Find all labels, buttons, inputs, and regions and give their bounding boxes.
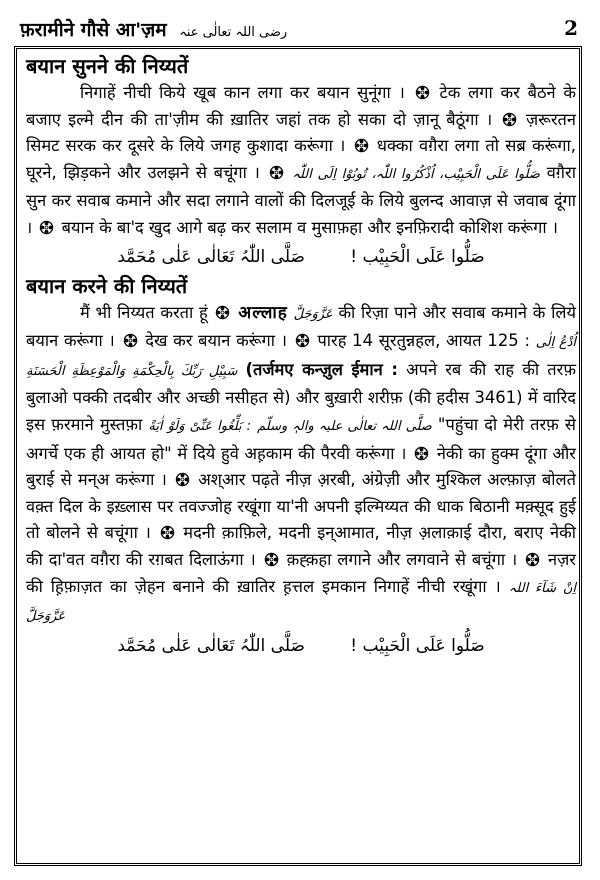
intention-text: टेक लगा कर बैठने के बजाए इल्मे दीन की ता'ज़ीम की ख़ातिर जहां तक हो सका दो ज़ानू बैठूंगा । xyxy=(26,83,576,129)
durood-line xyxy=(26,242,576,272)
kanzul-label: (तर्जमए कन्ज़ुल ईमान : xyxy=(245,359,398,379)
intention-text: पारह 14 सूरतुन्नहल, आयत 125 : xyxy=(317,331,530,351)
intention-text: बयान के बा'द खुद आगे बढ़ कर सलाम व मुसाफ़हा और इनफ़िरादी कोशिश करूंगा । xyxy=(61,217,559,237)
inshallah: اِنْ شَآءَ اللہ عَزَّوَجَلَّ xyxy=(26,580,576,625)
flower-bullet-icon xyxy=(502,112,517,127)
intention-text: वग़ैरा सुन कर सवाब कमाने और सदा लगाने वालों की दिलजूई के लिये बुलन्द आवाज़ से जवाब दूंगा । xyxy=(26,162,576,237)
header-title-arabic: رضی اللہ تعالٰی عنہ xyxy=(179,25,288,40)
intention-text: ज़रूरतन सिमट सरक कर दूसरे के लिये जगह कुशादा करूंगा । xyxy=(26,109,576,156)
intention-text: निगाहें नीची किये खूब कान लगा कर बयान सुनूंगा । xyxy=(80,83,405,102)
intention-text: देख कर बयान करूंगा । xyxy=(145,331,287,351)
flower-bullet-icon xyxy=(175,472,190,487)
page-number: 2 xyxy=(564,16,578,40)
page-header xyxy=(14,10,586,44)
flower-bullet-icon xyxy=(264,552,279,567)
flower-bullet-icon xyxy=(269,165,284,180)
delivering-intentions xyxy=(26,300,576,631)
intention-text: अश्आर पढ़ते नीज़ अ़रबी, अंग्रेज़ी और मुश्किल अल्फ़ाज़ बोलते वक़्त दिल के इख़्लास पर तवज्जोह रखूंगा या'नी अपनी इल्मिय्यत की धाक बिठानी मक़्सूद हुई तो बोलने से बचूंगा । xyxy=(26,470,576,543)
azza-wajal: عَزَّوَجَلَّ xyxy=(293,306,333,322)
listening-intentions xyxy=(26,80,576,242)
flower-bullet-icon xyxy=(160,525,175,540)
quran-ayah: اُدْعُ اِلٰی سَبِیْلِ رَبِّكَ بِالْحِكْمَةِ وَالْمَوْعِظَةِ الْحَسَنَةِ xyxy=(26,335,576,379)
header-title-text: फ़रामीने गौसे आ'ज़म xyxy=(20,19,167,41)
intention-text: धक्का वग़ैरा लगा तो सब्र करूंगा, घूरने, झिड़कने और उलझने से बचूंगा । xyxy=(26,136,576,182)
page-content xyxy=(14,52,586,661)
intention-text: मदनी क़ाफ़िले, मदनी इन्आमात, नीज़ अ़लाक़ाई दौरा, बराए नेकी की दा'वत वग़ैरा की रग़बत दिलाऊंगा । xyxy=(26,523,576,569)
header-title xyxy=(20,16,287,42)
durood-line-bottom xyxy=(26,631,576,661)
hadith-arabic: : بَلِّغُوا عَنِّیْ وَلَوْ اٰیَةً xyxy=(148,418,252,434)
salawat-arabic: صلَّی اللہ تعالٰی علیہ والہٖ وسلّم xyxy=(257,418,432,434)
flower-bullet-icon xyxy=(414,446,429,461)
flower-bullet-icon xyxy=(39,220,54,235)
section-heading-listening: बयान सुनने की निय्यतें xyxy=(26,54,189,78)
arabic-phrase: صَلُّوا عَلَی الْحَبِیْب، اُذْکُرُوا اللّٰہ، تُوبُوْا اِلَی اللّٰہ xyxy=(292,166,540,182)
intention-text: नेकी का हुक्म दूंगा और बुराई से मन्अ करूंगा । xyxy=(26,443,576,490)
kanzul-translation: अपने रब की राह की तरफ़ बुलाओ पक्की तदबीर और अच्छी नसीहत से) और बुख़ारी शरीफ़ (की हदीस 3461) में वारिद इस फ़रमाने मुस्तफ़ा xyxy=(26,359,576,434)
flower-bullet-icon xyxy=(354,138,369,153)
intention-text: की रिज़ा पाने और सवाब कमाने के लिये बयान करूंगा । xyxy=(26,302,576,351)
flower-bullet-icon xyxy=(295,333,310,348)
intention-text: नज़र की ह़िफ़ाज़त का ज़ेहन बनाने की ख़ातिर ह़त्तल इमकान निगाहें नीची रखूंगा । xyxy=(26,549,576,596)
durood-right: صَلَّی اللّٰہُ تَعَالٰی عَلٰی مُحَمَّد xyxy=(117,635,305,656)
hadith-translation: "पहुंचा दो मेरी तरफ़ से अगर्चे एक ही आयत हो" में दिये हुवे अह़काम की पैरवी करूंगा । xyxy=(26,414,576,463)
flower-bullet-icon xyxy=(525,552,540,567)
intention-text: क़ह्क़हा लगाने और लगवाने से बचूंगा । xyxy=(286,549,518,569)
flower-bullet-icon xyxy=(415,85,430,100)
durood-left: صَلُّوا عَلَی الْحَبِیْب ! xyxy=(350,246,485,267)
durood-right: صَلَّی اللّٰہُ تَعَالٰی عَلٰی مُحَمَّد xyxy=(117,246,305,267)
flower-bullet-icon xyxy=(215,305,230,320)
intention-text: मैं भी निय्यत करता हूं xyxy=(80,302,208,322)
flower-bullet-icon xyxy=(123,333,138,348)
allah-word: अल्लाह xyxy=(238,302,288,323)
section-heading-delivering: बयान करने की निय्यतें xyxy=(26,273,188,298)
durood-left: صَلُّوا عَلَی الْحَبِیْب ! xyxy=(350,635,485,656)
